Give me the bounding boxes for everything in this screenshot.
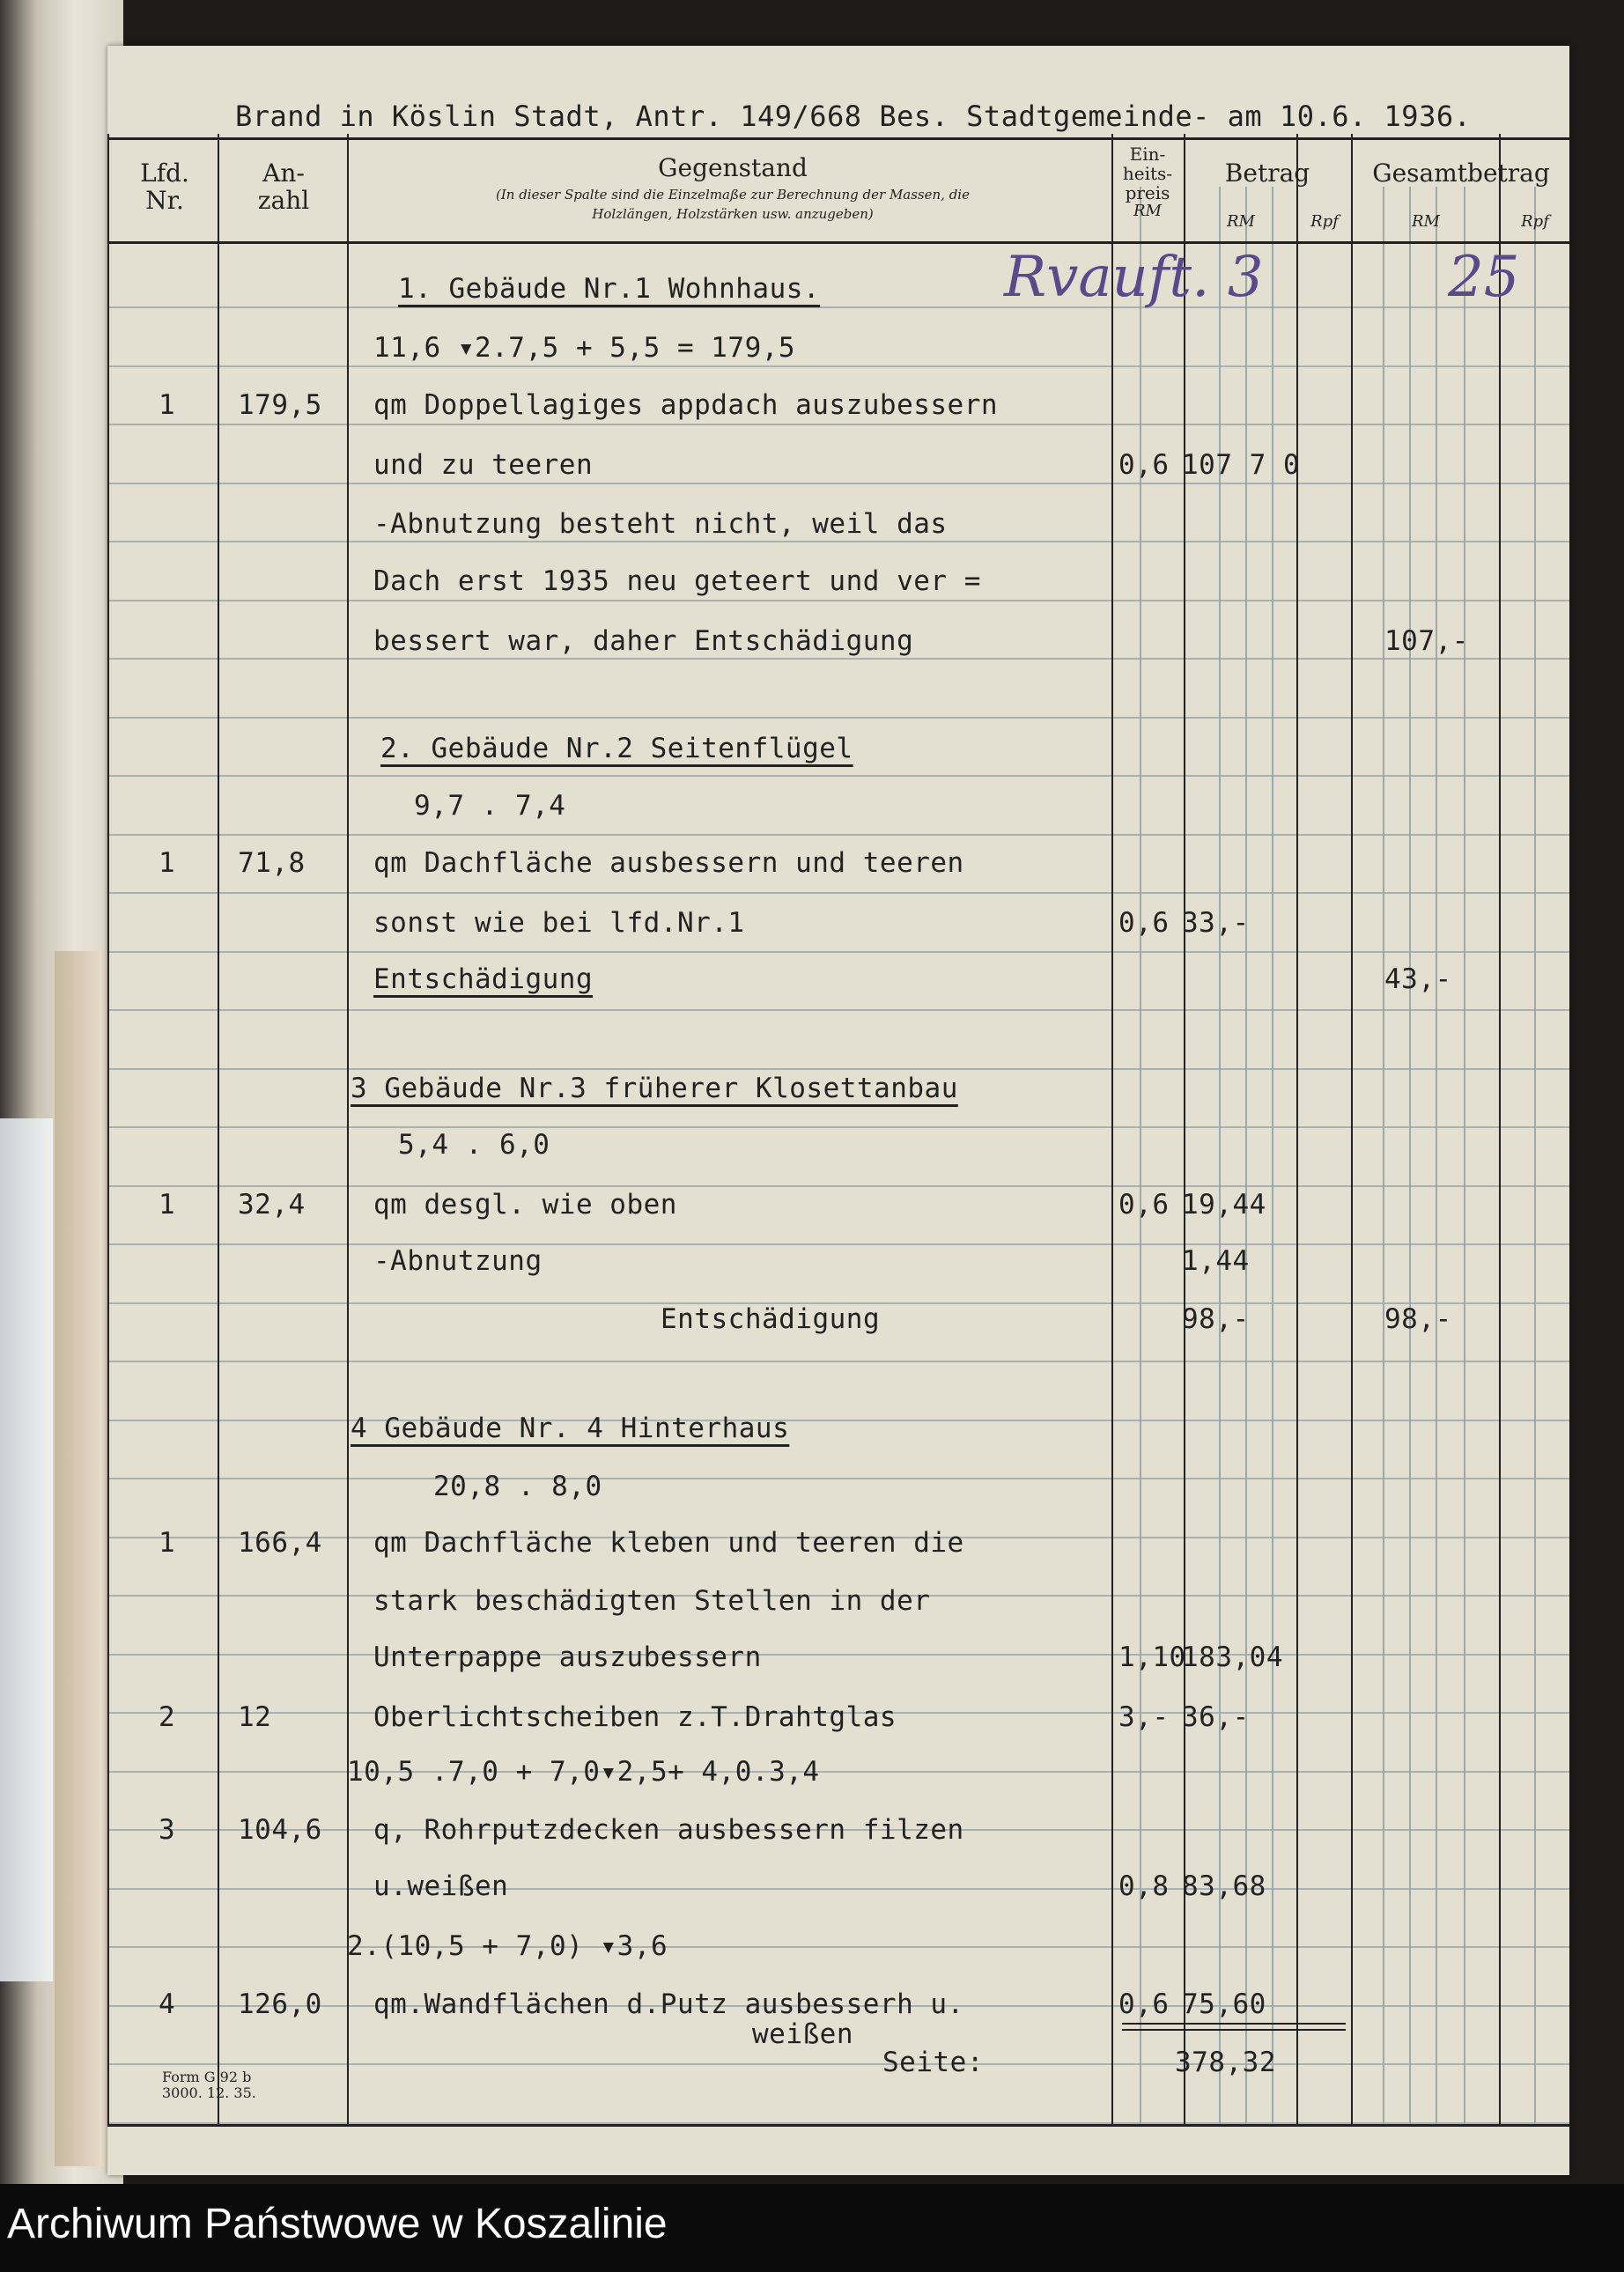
ruled-line (107, 775, 1569, 777)
ruled-line (107, 600, 1569, 601)
header-preis-rm: RM (1133, 202, 1162, 220)
col-border-preis (1184, 134, 1185, 2124)
handwritten-note: Rvauft. 3 (1004, 245, 1264, 310)
ruled-line (107, 1771, 1569, 1773)
ruled-line (107, 424, 1569, 425)
header-gesamtbetrag: Gesamtbetrag (1372, 159, 1550, 188)
header-lfd-line2: Nr. (145, 185, 184, 215)
row-anzahl: 71,8 (238, 847, 306, 879)
form-number (162, 2069, 268, 2100)
row-einheitspreis: 0,8 (1118, 1870, 1170, 1902)
header-preis-line3: preis (1125, 182, 1170, 203)
footer-rule (107, 2124, 1569, 2127)
ruled-line (107, 892, 1569, 894)
grid-line (1409, 187, 1411, 2124)
ruled-line (107, 717, 1569, 719)
ruled-line (107, 1068, 1569, 1070)
col-border-left (107, 134, 109, 2124)
row-betrag: 33,- (1182, 907, 1250, 939)
header-betrag-rpf: Rpf (1310, 212, 1339, 231)
row-anzahl: 104,6 (238, 1814, 322, 1846)
row-gegenstand: 3 Gebäude Nr.3 früherer Klosettanbau (351, 1073, 958, 1104)
row-betrag: 19,44 (1182, 1189, 1266, 1221)
row-gegenstand: qm Dachfläche ausbessern und teeren (373, 847, 964, 879)
ruled-line (107, 1126, 1569, 1128)
ruled-line (107, 1009, 1569, 1011)
header-gegenstand-title: Gegenstand (658, 153, 808, 182)
header-einheitspreis (1113, 144, 1182, 220)
row-gegenstand: Entschädigung (373, 963, 594, 995)
ruled-line (107, 2063, 1569, 2065)
row-betrag: 36,- (1182, 1701, 1250, 1733)
row-anzahl: 166,4 (238, 1527, 322, 1559)
header-betrag-rm: RM (1227, 212, 1255, 231)
grid-line (1534, 187, 1536, 2124)
header-gesamt-rpf: Rpf (1521, 212, 1549, 231)
row-gegenstand: 20,8 . 8,0 (433, 1471, 602, 1502)
ruled-line (107, 834, 1569, 836)
col-border-anzahl (347, 134, 349, 2124)
archive-label: Archiwum Państwowe w Koszalinie (7, 2201, 668, 2247)
grid-line (1436, 187, 1437, 2124)
ruled-line (107, 1888, 1569, 1890)
document-title: Brand in Köslin Stadt, Antr. 149/668 Bes. Stadtgemeinde- am 10.6. 1936. (235, 100, 1472, 133)
row-gegenstand: qm Dachfläche kleben und teeren die (373, 1527, 964, 1559)
row-einheitspreis: 1,10 (1118, 1641, 1186, 1673)
row-gegenstand: -Abnutzung (373, 1245, 543, 1277)
row-nr: 2 (159, 1701, 176, 1733)
row-anzahl: 32,4 (238, 1189, 306, 1221)
title-rule (107, 137, 1569, 140)
header-betrag: Betrag (1224, 159, 1310, 188)
ruled-line (107, 1361, 1569, 1362)
header-rule (107, 241, 1569, 244)
row-gegenstand: -Abnutzung besteht nicht, weil das (373, 508, 948, 540)
seite-value: 378,32 (1175, 2047, 1276, 2078)
sum-rule-double (1122, 2029, 1346, 2031)
footer-weissen: weißen (752, 2018, 853, 2050)
row-gegenstand: 1. Gebäude Nr.1 Wohnhaus. (398, 273, 821, 305)
header-preis-line2: heits- (1122, 163, 1173, 184)
ruled-line (107, 1946, 1569, 1948)
row-einheitspreis: 0,6 (1118, 907, 1170, 939)
ruled-line (107, 541, 1569, 542)
row-gegenstand: qm desgl. wie oben (373, 1189, 677, 1221)
row-gegenstand: Oberlichtscheiben z.T.Drahtglas (373, 1701, 897, 1733)
row-gesamtbetrag: 107,- (1384, 625, 1469, 657)
row-betrag: 1,44 (1182, 1245, 1250, 1277)
ruled-line (107, 1420, 1569, 1421)
row-betrag: 183,04 (1182, 1641, 1283, 1673)
row-gegenstand: qm Doppellagiges appdach auszubessern (373, 389, 999, 421)
header-anzahl-line2: zahl (257, 185, 310, 215)
row-nr: 1 (159, 847, 176, 879)
underlying-sheet (0, 1118, 53, 1981)
row-nr: 1 (159, 1189, 176, 1221)
row-gegenstand: 2.(10,5 + 7,0) ▾3,6 (347, 1930, 668, 1962)
row-gegenstand: Dach erst 1935 neu geteert und ver = (373, 565, 981, 597)
header-gegenstand (372, 155, 1094, 222)
ruled-line (107, 1243, 1569, 1245)
row-nr: 1 (159, 1527, 176, 1559)
row-betrag: 75,60 (1182, 1988, 1266, 2020)
row-gegenstand: stark beschädigten Stellen in der (373, 1585, 931, 1617)
row-gegenstand: sonst wie bei lfd.Nr.1 (373, 907, 745, 939)
row-gegenstand: 11,6 ▾2.7,5 + 5,5 = 179,5 (373, 332, 796, 364)
header-anzahl (240, 160, 328, 215)
row-gegenstand: qm.Wandflächen d.Putz ausbesserh u. (373, 1988, 964, 2020)
row-anzahl: 179,5 (238, 389, 322, 421)
archive-caption-bar (0, 2184, 1624, 2272)
col-border-betrag (1351, 134, 1353, 2124)
header-gegenstand-note2: Holzlängen, Holzstärken usw. anzugeben) (592, 206, 874, 223)
ruled-line (107, 951, 1569, 953)
row-betrag: 83,68 (1182, 1870, 1266, 1902)
row-nr: 3 (159, 1814, 176, 1846)
header-lfd (125, 160, 204, 215)
header-preis-line1: Ein- (1129, 144, 1166, 165)
row-einheitspreis: 0,6 (1118, 449, 1170, 481)
header-anzahl-line1: An- (262, 159, 305, 188)
header-lfd-line1: Lfd. (140, 159, 189, 188)
header-gesamt-rm: RM (1412, 212, 1440, 231)
row-gesamtbetrag: 98,- (1384, 1303, 1452, 1335)
handwritten-number: 25 (1448, 245, 1520, 310)
seite-label: Seite: (882, 2047, 984, 2078)
col-border-gegenstand (1111, 134, 1113, 2124)
row-gegenstand: q, Rohrputzdecken ausbessern filzen (373, 1814, 964, 1846)
row-gegenstand: 9,7 . 7,4 (414, 790, 566, 822)
row-gegenstand: Unterpappe auszubessern (373, 1641, 762, 1673)
row-einheitspreis: 0,6 (1118, 1988, 1170, 2020)
row-nr: 4 (159, 1988, 176, 2020)
row-anzahl: 12 (238, 1701, 272, 1733)
row-gegenstand: 5,4 . 6,0 (398, 1129, 550, 1161)
row-gegenstand: und zu teeren (373, 449, 594, 481)
row-einheitspreis: 3,- (1118, 1701, 1170, 1733)
row-gegenstand: u.weißen (373, 1870, 509, 1902)
row-gegenstand: 2. Gebäude Nr.2 Seitenflügel (380, 733, 853, 764)
row-nr: 1 (159, 389, 176, 421)
form-line2: 3000. 12. 35. (162, 2084, 256, 2101)
header-gegenstand-note1: (In dieser Spalte sind die Einzelmaße zur Berechnung der Massen, die (495, 186, 970, 203)
ruled-line (107, 658, 1569, 660)
row-gegenstand: Entschädigung (661, 1303, 881, 1335)
row-anzahl: 126,0 (238, 1988, 322, 2020)
ruled-line (107, 1478, 1569, 1479)
ruled-line (107, 483, 1569, 484)
row-betrag: 107 7 0 (1182, 449, 1301, 481)
row-gegenstand: bessert war, daher Entschädigung (373, 625, 914, 657)
grid-line (1383, 187, 1384, 2124)
sum-rule (1122, 2023, 1346, 2025)
row-gesamtbetrag: 43,- (1384, 963, 1452, 995)
ruled-line (107, 1185, 1569, 1187)
grid-line (1464, 187, 1465, 2124)
ruled-line (107, 1654, 1569, 1656)
row-einheitspreis: 0,6 (1118, 1189, 1170, 1221)
form-line1: Form G 92 b (162, 2069, 252, 2085)
col-border-lfd (218, 134, 219, 2124)
col-border-betrag-rm (1296, 134, 1298, 2124)
ruled-line (107, 365, 1569, 367)
row-gegenstand: 4 Gebäude Nr. 4 Hinterhaus (351, 1413, 790, 1444)
ruled-line (107, 306, 1569, 308)
col-border-gesamt-rm (1499, 134, 1501, 2124)
ledger-sheet (107, 46, 1569, 2175)
row-gegenstand: 10,5 .7,0 + 7,0▾2,5+ 4,0.3,4 (347, 1756, 820, 1788)
row-betrag: 98,- (1182, 1303, 1250, 1335)
